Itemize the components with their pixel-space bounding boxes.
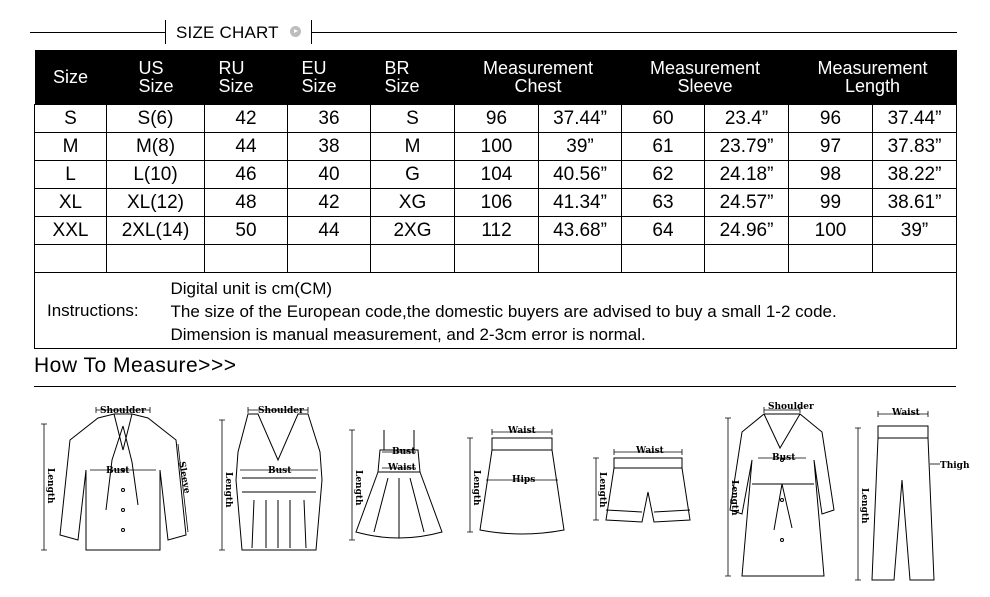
bust-label: Bust	[772, 453, 796, 463]
table-cell: 42	[288, 189, 371, 217]
header-length: Measurement Length	[789, 50, 957, 105]
table-cell: 39”	[873, 217, 957, 245]
pants-diagram	[850, 400, 970, 585]
bust-label: Bust	[106, 466, 130, 476]
table-cell: M	[35, 133, 107, 161]
table-row-empty	[35, 245, 957, 273]
how-to-measure-title: How To Measure>>>	[34, 354, 237, 377]
table-cell: 39”	[539, 133, 622, 161]
shorts-diagram	[588, 440, 698, 540]
table-cell: L(10)	[107, 161, 205, 189]
length-label: Length	[223, 472, 233, 508]
waist-label: Waist	[388, 463, 416, 473]
table-cell: S	[371, 105, 455, 133]
hips-label: Hips	[512, 475, 536, 485]
waist-label: Waist	[636, 446, 664, 456]
table-cell: 38	[288, 133, 371, 161]
table-cell: 60	[622, 105, 705, 133]
table-cell: 2XL(14)	[107, 217, 205, 245]
table-cell: S	[35, 105, 107, 133]
length-label: Length	[471, 470, 481, 506]
table-cell: 64	[622, 217, 705, 245]
table-row	[35, 133, 957, 161]
shoulder-label: Shoulder	[100, 406, 146, 416]
table-cell: 42	[205, 105, 288, 133]
header-chest: Measurement Chest	[455, 50, 622, 105]
waist-label: Waist	[508, 426, 536, 436]
table-cell: 62	[622, 161, 705, 189]
table-cell: M	[371, 133, 455, 161]
shoulder-label: Shoulder	[768, 402, 814, 412]
table-header-row	[35, 50, 957, 105]
table-cell: S(6)	[107, 105, 205, 133]
table-cell: 24.96”	[705, 217, 789, 245]
table-cell: 23.4”	[705, 105, 789, 133]
table-cell: G	[371, 161, 455, 189]
header-eu-size: EU Size	[288, 50, 371, 105]
table-cell: 46	[205, 161, 288, 189]
header-rule-left	[30, 32, 165, 33]
shoulder-label: Shoulder	[258, 406, 304, 416]
table-cell: 40.56”	[539, 161, 622, 189]
table-cell: 38.61”	[873, 189, 957, 217]
header-br-size: BR Size	[371, 50, 455, 105]
table-cell: XL	[35, 189, 107, 217]
table-cell: 48	[205, 189, 288, 217]
table-cell: 37.44”	[873, 105, 957, 133]
table-cell: 38.22”	[873, 161, 957, 189]
table-cell: 44	[288, 217, 371, 245]
table-cell: 99	[789, 189, 873, 217]
table-cell: 2XG	[371, 217, 455, 245]
waist-label: Waist	[892, 408, 920, 418]
length-label: Length	[729, 480, 739, 516]
dress-diagram	[344, 420, 454, 550]
table-cell: 98	[789, 161, 873, 189]
length-label: Length	[45, 468, 55, 504]
skirt-diagram	[462, 420, 572, 550]
table-cell: M(8)	[107, 133, 205, 161]
table-cell: 63	[622, 189, 705, 217]
table-cell: 24.18”	[705, 161, 789, 189]
table-cell: 96	[789, 105, 873, 133]
table-cell: 40	[288, 161, 371, 189]
length-label: Length	[353, 470, 363, 506]
length-label: Length	[597, 472, 607, 508]
table-cell: 61	[622, 133, 705, 161]
thigh-label: Thigh	[940, 461, 970, 471]
table-cell: 37.44”	[539, 105, 622, 133]
tank-top-diagram	[212, 400, 342, 560]
instructions-label: Instructions:	[35, 273, 205, 349]
table-cell: 37.83”	[873, 133, 957, 161]
play-circle-icon	[290, 26, 301, 37]
table-cell: 43.68”	[539, 217, 622, 245]
table-cell: 44	[205, 133, 288, 161]
instruction-line: Dimension is manual measurement, and 2-3cm error is normal.	[170, 325, 646, 344]
table-row	[35, 189, 957, 217]
header-us-size: US Size	[107, 50, 205, 105]
bust-label: Bust	[268, 466, 292, 476]
how-to-measure-rule	[34, 386, 956, 387]
coat-diagram	[722, 400, 842, 585]
table-cell: 41.34”	[539, 189, 622, 217]
blouse-diagram	[36, 400, 196, 560]
header-divider-left	[165, 20, 166, 44]
table-cell: 106	[455, 189, 539, 217]
header-sleeve: Measurement Sleeve	[622, 50, 789, 105]
header-size: Size	[35, 50, 107, 105]
header-ru-size: RU Size	[205, 50, 288, 105]
instruction-line: Digital unit is cm(CM)	[170, 279, 333, 298]
table-row	[35, 105, 957, 133]
length-label: Length	[859, 488, 869, 524]
table-cell: 50	[205, 217, 288, 245]
header-rule-right	[312, 32, 957, 33]
table-cell: 104	[455, 161, 539, 189]
table-cell: 36	[288, 105, 371, 133]
table-cell: 24.57”	[705, 189, 789, 217]
table-cell: 97	[789, 133, 873, 161]
table-row	[35, 217, 957, 245]
size-chart-title: SIZE CHART	[176, 23, 279, 42]
size-table	[34, 50, 957, 349]
table-cell: 96	[455, 105, 539, 133]
table-cell: XL(12)	[107, 189, 205, 217]
table-cell: L	[35, 161, 107, 189]
instructions-row	[35, 273, 957, 349]
table-cell: XXL	[35, 217, 107, 245]
table-cell: 100	[789, 217, 873, 245]
bust-label: Bust	[392, 447, 416, 457]
instruction-line: The size of the European code,the domestic buyers are advised to buy a small 1-2 code.	[170, 302, 837, 321]
table-cell: XG	[371, 189, 455, 217]
sleeve-label: Sleeve	[176, 460, 192, 495]
instructions-text	[170, 273, 957, 349]
table-row	[35, 161, 957, 189]
table-cell: 112	[455, 217, 539, 245]
table-cell: 23.79”	[705, 133, 789, 161]
table-cell: 100	[455, 133, 539, 161]
